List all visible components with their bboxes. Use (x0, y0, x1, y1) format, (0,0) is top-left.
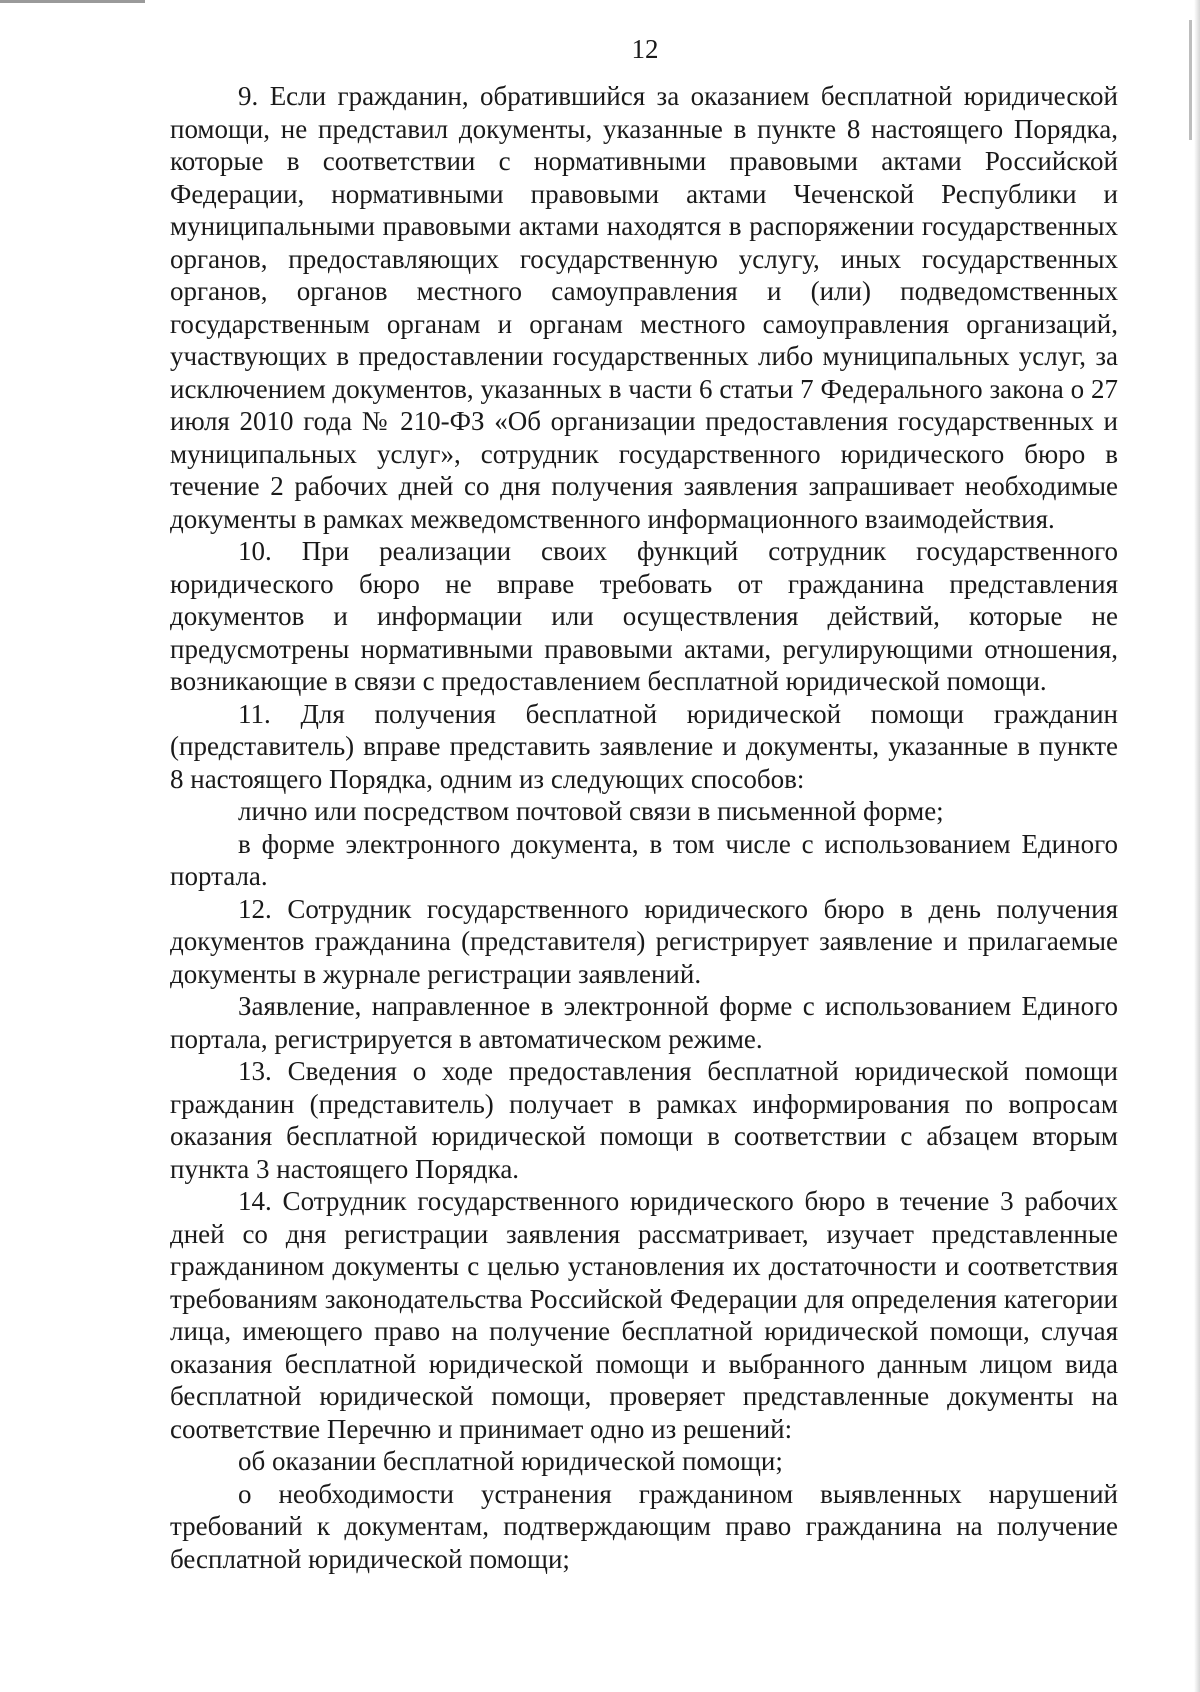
scan-artifact-right-edge (1194, 0, 1200, 1692)
paragraph-14-decision-1: об оказании бесплатной юридической помощи; (238, 1446, 783, 1476)
paragraph-11-option-2: в форме электронного документа, в том числе с использованием Единого портала. (170, 828, 1118, 891)
paragraph-11: 11. Для получения бесплатной юридической помощи гражданин (представитель) вправе представить заявление и документы, указанные в пункте 8 настоящего Порядка, одним из следующих способов: (170, 698, 1118, 794)
page-number: 12 (631, 34, 659, 64)
paragraph-12: 12. Сотрудник государственного юридического бюро в день получения документов гражданина (представителя) регистрирует заявление и прилагаемые документы в журнале регистрации заявлений. (170, 893, 1118, 989)
document-body (170, 80, 1118, 1575)
paragraph-12-note: Заявление, направленное в электронной форме с использованием Единого портала, регистрируется в автоматическом режиме. (170, 991, 1118, 1054)
paragraph-13: 13. Сведения о ходе предоставления бесплатной юридической помощи гражданин (представитель) получает в рамках информирования по вопросам оказания бесплатной юридической помощи в соответствии с абзацем вторым пункта 3 настоящего Порядка. (170, 1056, 1118, 1184)
paragraph-14-decision-2: о необходимости устранения гражданином выявленных нарушений требований к документам, подтверждающим право гражданина на получение бесплатной юридической помощи; (170, 1478, 1118, 1574)
paragraph-11-option-1: лично или посредством почтовой связи в письменной форме; (238, 796, 944, 826)
paragraph-14: 14. Сотрудник государственного юридического бюро в течение 3 рабочих дней со дня регистрации заявления рассматривает, изучает представленные гражданином документы с целью установления их достаточности и соответствия требованиям законодательства Российской Федерации для определения категории лица, имеющего право на получение бесплатной юридической помощи, случая оказания бесплатной юридической помощи и выбранного данным лицом вида бесплатной юридической помощи, проверяет представленные документы на соответствие Перечню и принимает одно из решений: (170, 1186, 1118, 1444)
paragraph-9: 9. Если гражданин, обратившийся за оказанием бесплатной юридической помощи, не представил документы, указанные в пункте 8 настоящего Порядка, которые в соответствии с нормативными правовыми актами Российской Федерации, нормативными правовыми актами Чеченской Республики и муниципальными правовыми актами находятся в распоряжении государственных органов, предоставляющих государственную услугу, иных государственных органов, органов местного самоуправления и (или) подведомственных государственным органам и органам местного самоуправления организаций, участвующих в предоставлении государственных либо муниципальных услуг, за исключением документов, указанных в части 6 статьи 7 Федерального закона о 27 июля 2010 года № 210-ФЗ «Об организации предоставления государственных и муниципальных услуг», сотрудник государственного юридического бюро в течение 2 рабочих дней со дня получения заявления запрашивает необходимые документы в рамках межведомственного информационного взаимодействия. (170, 81, 1118, 534)
scan-artifact-top (0, 0, 145, 3)
paragraph-10: 10. При реализации своих функций сотрудник государственного юридического бюро не вправе требовать от гражданина представления документов и информации или осуществления действий, которые не предусмотрены нормативными правовыми актами, регулирующими отношения, возникающие в связи с предоставлением бесплатной юридической помощи. (170, 536, 1118, 696)
